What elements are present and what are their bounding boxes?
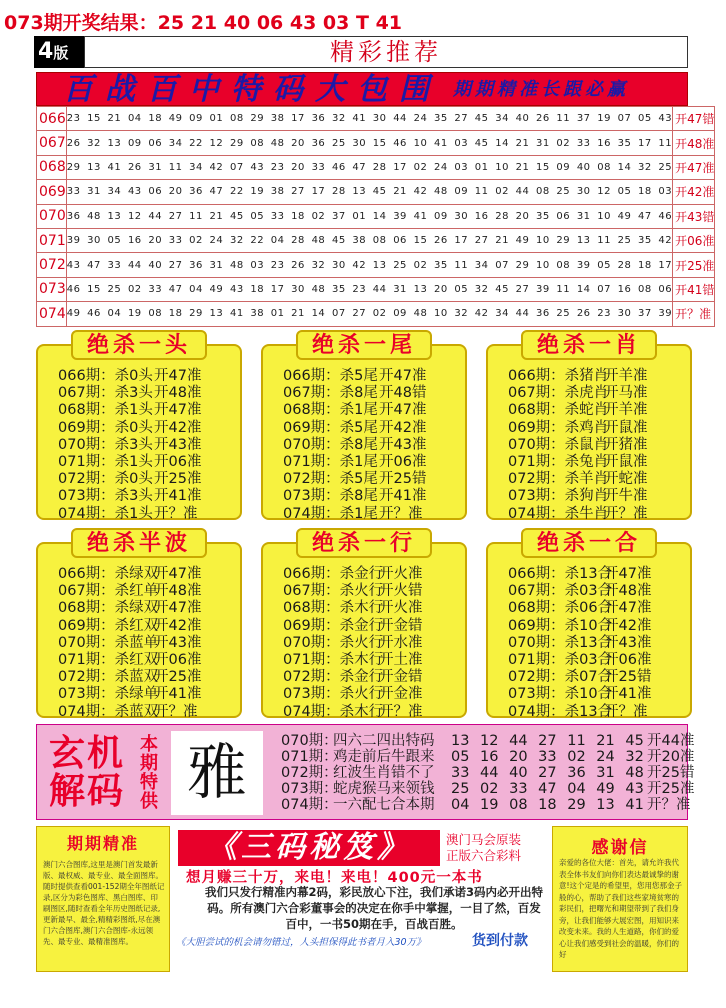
row-result: 开06准 [673,228,715,252]
number-row [37,302,715,326]
box-row [283,669,459,686]
box-row-prediction: 068期：杀1尾 [283,402,378,419]
box-row [58,566,234,583]
box-kill-zodiac [486,333,692,522]
row-issue: 068 [37,155,67,179]
box-row [58,600,234,617]
number-table [36,106,715,327]
version-badge [34,36,84,68]
box-row-prediction: 072期：杀07合 [508,669,613,686]
box-row [58,583,234,600]
box-row-result: 开火准 [379,600,423,617]
box-row-prediction: 073期：杀火行 [283,686,384,703]
box-row [283,454,459,471]
box-row-prediction: 068期：杀06合 [508,600,613,617]
row-result: 开25准 [673,253,715,277]
box-row [508,583,684,600]
sanma-side-line2: 正版六合彩料 [446,848,522,863]
box-row [508,669,684,686]
box-row-prediction: 069期：杀0头 [58,419,153,436]
xuanji-row [281,765,694,781]
row-issue: 072 [37,253,67,277]
box-row [508,420,684,437]
xuanji-row-result: 开44准 [647,733,695,749]
box-row-prediction: 068期：杀木行 [283,600,384,617]
row-numbers: 39 30 05 16 20 33 02 24 32 22 04 28 48 45 38 08 06 15 26 17 27 21 49 10 29 13 11 25 35 42 [66,228,672,252]
box-kill-head [36,333,242,522]
xuanji-side-label: 本期特供 [140,734,158,812]
box-row [508,635,684,652]
box-row-prediction: 066期：杀0头 [58,368,153,384]
row-result: 开47错 [673,107,715,131]
xuanji-row-riddle: 红波生肖错不了 [333,765,435,781]
box-title: 绝杀一行 [296,528,432,558]
box-row-result: 开43准 [154,634,202,651]
box-row [58,669,234,686]
box-row [508,454,684,471]
box-row-prediction: 072期：杀5尾 [283,471,378,488]
box-row-result: 开？准 [379,703,423,720]
box-row [58,506,234,523]
box-rows [58,566,234,721]
xuanji-row-issue: 073期： [281,781,338,797]
xuanji-row [281,781,694,797]
box-row-result: 开47准 [604,600,652,617]
box-row-result: 开羊准 [604,368,648,384]
box-row-result: 开？准 [154,505,198,522]
row-result: 开？准 [673,302,715,326]
box-row-result: 开猪准 [604,436,648,453]
box-row-result: 开蛇准 [604,471,648,488]
box-kill-tail [261,333,467,522]
box-row [58,454,234,471]
box-row-result: 开金准 [379,686,423,703]
thank-you-panel [552,826,688,972]
box-row [58,385,234,402]
xuanji-row-issue: 074期： [281,797,338,813]
row-result: 开47准 [673,155,715,179]
box-row-result: 开火错 [379,583,423,600]
row-numbers: 46 15 25 02 33 47 04 49 43 18 17 30 48 35 23 44 31 13 20 05 32 45 27 39 11 14 07 16 08 06 [66,277,672,301]
version-number: 4 [38,39,54,64]
box-row-prediction: 066期：杀绿双 [58,566,159,582]
box-row [58,652,234,669]
box-row [283,652,459,669]
box-row [283,566,459,583]
box-rows [283,368,459,523]
row-numbers: 26 32 13 09 06 34 22 12 29 08 48 20 36 25 30 15 46 10 41 03 45 14 21 31 02 33 16 35 17 11 [66,131,672,155]
xuanji-row [281,797,694,813]
box-row-result: 开金错 [379,617,423,634]
box-row-result: 开43准 [604,634,652,651]
box-row-result: 开06准 [604,651,652,668]
box-row-prediction: 069期：杀5尾 [283,419,378,436]
box-rows [508,566,684,721]
box-row [58,368,234,385]
box-row-result: 开42准 [154,617,202,634]
left-ad-title: 期期精准 [66,834,139,853]
box-row-result: 开42准 [604,617,652,634]
row-numbers: 36 48 13 12 44 27 11 21 45 05 33 18 02 37 01 14 39 41 09 30 16 28 20 35 06 31 10 49 47 46 [66,204,672,228]
sanma-note: 《大胆尝试的机会请勿错过，人头担保得此书者月入30万》 [176,937,426,948]
box-row-prediction: 069期：杀金行 [283,617,384,634]
box-row-prediction: 070期：杀火行 [283,634,384,651]
row-numbers: 43 47 33 44 40 27 36 31 48 03 23 26 32 30 42 13 25 02 35 11 34 07 29 10 08 39 05 28 18 17 [66,253,672,277]
box-row [283,583,459,600]
box-row-prediction: 071期：杀03合 [508,651,613,668]
box-row-result: 开41准 [604,686,652,703]
box-row [508,618,684,635]
number-row [37,131,715,155]
box-row-result: 开25错 [604,669,652,686]
box-row-result: 开06准 [154,453,202,470]
box-row-prediction: 067期：杀虎肖 [508,385,609,402]
box-row-result: 开？准 [379,505,423,522]
box-row [508,368,684,385]
box-row-prediction: 069期：杀10合 [508,617,613,634]
box-row [58,471,234,488]
xuanji-section [36,724,695,820]
box-row-prediction: 070期：杀13合 [508,634,613,651]
box-row [58,704,234,721]
box-row-prediction: 066期：杀金行 [283,566,384,582]
box-row-prediction: 070期：杀8尾 [283,436,378,453]
box-row-result: 开47准 [604,566,652,582]
box-row-result: 开25准 [154,471,202,488]
cash-on-delivery-label: 货到付款 [472,933,528,949]
box-row [283,385,459,402]
box-row-result: 开羊准 [604,402,648,419]
row-result: 开42准 [673,180,715,204]
box-row-result: 开06准 [379,453,427,470]
sanma-title: 《三码秘笈》 [178,830,440,866]
box-row-prediction: 066期：杀5尾 [283,368,378,384]
box-row-result: 开鼠准 [604,419,648,436]
page-title: 精彩推荐 [84,36,688,68]
xuanji-row-result: 开20准 [647,749,695,765]
box-row-result: 开牛准 [604,488,648,505]
xuanji-row-riddle: 蛇虎猴马来领钱 [333,781,435,797]
box-row-result: 开47准 [154,368,202,384]
box-row [508,437,684,454]
box-title: 绝杀一头 [71,330,207,360]
box-row [283,600,459,617]
box-row [508,566,684,583]
result-header: 073期开奖结果：25 21 40 06 43 03 T 41 [4,12,403,34]
box-row-result: 开鼠准 [604,453,648,470]
xuanji-rows [281,733,694,813]
xuanji-row-issue: 072期： [281,765,338,781]
box-row [508,471,684,488]
box-row [58,488,234,505]
box-row-result: 开47准 [154,566,202,582]
row-numbers: 23 15 21 04 18 49 09 01 08 29 38 17 36 32 41 30 44 24 35 27 45 34 40 26 11 37 19 07 05 43 [66,107,672,131]
box-row-prediction: 071期：杀兔肖 [508,453,609,470]
box-row [508,506,684,523]
box-row-prediction: 072期：杀蓝双 [58,669,159,686]
box-row-prediction: 074期：杀蓝双 [58,703,159,720]
box-row-prediction: 074期：杀1头 [58,505,153,522]
box-row [58,437,234,454]
box-row-prediction: 071期：杀1头 [58,453,153,470]
box-row [58,618,234,635]
row-issue: 073 [37,277,67,301]
box-row-prediction: 072期：杀羊肖 [508,471,609,488]
box-row-result: 开41准 [154,488,202,505]
box-row [58,686,234,703]
box-row-prediction: 071期：杀木行 [283,651,384,668]
box-row-result: 开48错 [379,385,427,402]
box-row-prediction: 069期：杀红双 [58,617,159,634]
box-row-result: 开41准 [379,488,427,505]
box-row-result: 开43准 [154,436,202,453]
box-row-prediction: 066期：杀猪肖 [508,368,609,384]
left-ad-text: 澳门六合图库,这里是澳门首发最新版、最权威、最专业、最全面图库。随时提供查看001-152期全年图纸记录,区分为彩色图库、黑白图库、印刷图区,随时查看全年历史图纸记录,更新最早、最全,精精彩图纸,尽在澳门六合图库,澳门六合图库-永远领先、最专业、最精准图库。 [43,860,165,946]
box-rows [508,368,684,523]
number-row [37,155,715,179]
box-kill-halfwave [36,531,242,720]
box-row [508,686,684,703]
row-issue: 067 [37,131,67,155]
box-row-prediction: 073期：杀10合 [508,686,613,703]
xuanji-title-line1: 玄机 [49,733,126,774]
box-row-result: 开马准 [604,385,648,402]
box-row-prediction: 068期：杀蛇肖 [508,402,609,419]
box-row-prediction: 067期：杀3头 [58,385,153,402]
box-row-result: 开41准 [154,686,202,703]
box-row-prediction: 070期：杀3头 [58,436,153,453]
row-numbers: 49 46 04 19 08 18 29 13 41 38 01 21 14 07 27 02 09 48 10 32 42 34 44 36 25 26 23 30 37 39 [66,302,672,326]
xuanji-row-numbers: 04 19 08 18 29 13 41 [451,797,644,813]
box-row [283,686,459,703]
box-row-result: 开水准 [379,634,423,651]
box-row-result: 开42准 [379,419,427,436]
xuanji-row-riddle: 鸡走前后牛跟来 [333,749,435,765]
box-row-prediction: 074期：杀木行 [283,703,384,720]
xuanji-row-numbers: 25 02 33 47 04 49 43 [451,781,644,797]
box-row-prediction: 067期：杀03合 [508,583,613,600]
box-row-prediction: 071期：杀1尾 [283,453,378,470]
row-result: 开48准 [673,131,715,155]
box-row [283,506,459,523]
banner-main-text: 百战百中特码大包围 [63,72,441,107]
number-row [37,204,715,228]
bottom-section [36,826,688,972]
box-row-prediction: 070期：杀蓝单 [58,634,159,651]
box-row-prediction: 072期：杀0头 [58,471,153,488]
xuanji-row-result: 开25错 [647,765,695,781]
box-title: 绝杀一合 [521,528,657,558]
row-issue: 066 [37,107,67,131]
box-row [58,635,234,652]
box-row-result: 开47准 [379,402,427,419]
box-row [283,437,459,454]
box-row-result: 开？准 [604,703,648,720]
box-row-result: 开火准 [379,566,423,582]
number-row [37,277,715,301]
version-suffix: 版 [53,44,69,62]
box-row-result: 开47准 [154,402,202,419]
box-row-result: 开土准 [379,651,423,668]
xuanji-title [49,735,125,811]
box-title: 绝杀一肖 [521,330,657,360]
box-row-result: 开43准 [379,436,427,453]
sanma-ad-panel [174,826,550,972]
sanma-body: 我们只发行精准内幕2码，彩民放心下注，我们承诺3码内必开出特码。所有澳门六合彩董事会的决定在你手中掌握，一目了然，百发百中，一书50期在手，百战百胜。 [205,885,543,931]
xuanji-row [281,749,694,765]
box-row [283,402,459,419]
box-row [283,635,459,652]
box-row-result: 开25准 [154,669,202,686]
thank-you-text: 亲爱的各位大佬：首先，请允许我代表全体书友们向你们表达最诚挚的谢意!这个定是的希望里，您用您那金子般的心，帮助了我们这些家境贫寒的彩民们，把曙光和期望带到了我们身旁，让我们能够大展宏图，用知识来改变未来。我的人生道路，你们的爱心让我们感受到社会的温暖，你们的好 [559,858,683,959]
box-row-prediction: 070期：杀鼠肖 [508,436,609,453]
box-row-prediction: 068期：杀绿双 [58,600,159,617]
row-numbers: 33 31 34 43 06 20 36 47 22 19 38 27 17 28 13 45 21 42 48 09 11 02 44 08 25 30 12 05 18 03 [66,180,672,204]
xuanji-row-riddle: 四六二四出特码 [333,733,435,749]
box-row-prediction: 071期：杀红双 [58,651,159,668]
box-row [508,652,684,669]
box-row [508,600,684,617]
left-ad-panel [36,826,170,972]
row-issue: 069 [37,180,67,204]
xuanji-row [281,733,694,749]
sanma-side-line1: 澳门马会原装 [446,832,522,847]
sanma-slogan: 想月赚三十万，来电！来电！400元一本书 [186,870,483,886]
number-row [37,180,715,204]
box-row-prediction: 066期：杀13合 [508,566,613,582]
row-issue: 070 [37,204,67,228]
xuanji-character: 雅 [171,731,263,815]
box-row-result: 开金错 [379,669,423,686]
box-row [283,368,459,385]
box-rows [283,566,459,721]
box-row [283,420,459,437]
xuanji-row-result: 开？准 [647,797,691,813]
box-row-result: 开06准 [154,651,202,668]
box-rows [58,368,234,523]
box-kill-sum [486,531,692,720]
box-row [58,402,234,419]
box-row-prediction: 073期：杀8尾 [283,488,378,505]
box-row [283,471,459,488]
main-banner [36,72,688,106]
xuanji-row-riddle: 一六配七合本期 [333,797,435,813]
box-row-result: 开42准 [154,419,202,436]
box-row-result: 开？准 [154,703,198,720]
box-row-prediction: 073期：杀狗肖 [508,488,609,505]
box-row [283,618,459,635]
xuanji-row-issue: 071期： [281,749,338,765]
box-title: 绝杀一尾 [296,330,432,360]
row-issue: 074 [37,302,67,326]
box-row-prediction: 067期：杀火行 [283,583,384,600]
box-row-prediction: 074期：杀牛肖 [508,505,609,522]
box-row-prediction: 073期：杀3头 [58,488,153,505]
box-row-prediction: 072期：杀金行 [283,669,384,686]
box-row [508,402,684,419]
box-row-result: 开25错 [379,471,427,488]
box-row-result: 开47准 [379,368,427,384]
box-row [508,704,684,721]
box-row-result: 开47准 [154,600,202,617]
row-numbers: 29 13 41 26 31 11 34 42 07 43 23 20 33 46 47 28 17 02 24 03 01 10 21 15 09 40 08 14 32 25 [66,155,672,179]
box-row [283,488,459,505]
box-row [58,420,234,437]
sanma-side-text [446,832,521,864]
box-row [508,385,684,402]
row-result: 开41错 [673,277,715,301]
box-row [283,704,459,721]
box-row-result: 开48准 [154,385,202,402]
box-kill-element [261,531,467,720]
box-row-prediction: 074期：杀13合 [508,703,613,720]
xuanji-title-line2: 解码 [49,771,126,812]
row-issue: 071 [37,228,67,252]
box-row-result: 开48准 [604,583,652,600]
thank-you-title: 感谢信 [591,838,649,858]
box-row-result: 开？准 [604,505,648,522]
box-row-prediction: 073期：杀绿单 [58,686,159,703]
box-row-prediction: 069期：杀鸡肖 [508,419,609,436]
box-row-prediction: 074期：杀1尾 [283,505,378,522]
xuanji-row-result: 开25准 [647,781,695,797]
box-row [508,488,684,505]
box-row-prediction: 067期：杀8尾 [283,385,378,402]
box-row-prediction: 068期：杀1头 [58,402,153,419]
number-row [37,253,715,277]
number-row [37,107,715,131]
xuanji-row-numbers: 13 12 44 27 11 21 45 [451,733,644,749]
box-row-prediction: 067期：杀红单 [58,583,159,600]
number-row [37,228,715,252]
box-row-result: 开48准 [154,583,202,600]
xuanji-row-issue: 070期： [281,733,338,749]
box-title: 绝杀半波 [71,528,207,558]
xuanji-row-numbers: 33 44 40 27 36 31 48 [451,765,644,781]
banner-sub-text: 期期精准长跟必赢 [453,79,629,100]
row-result: 开43错 [673,204,715,228]
xuanji-row-numbers: 05 16 20 33 02 24 32 [451,749,644,765]
